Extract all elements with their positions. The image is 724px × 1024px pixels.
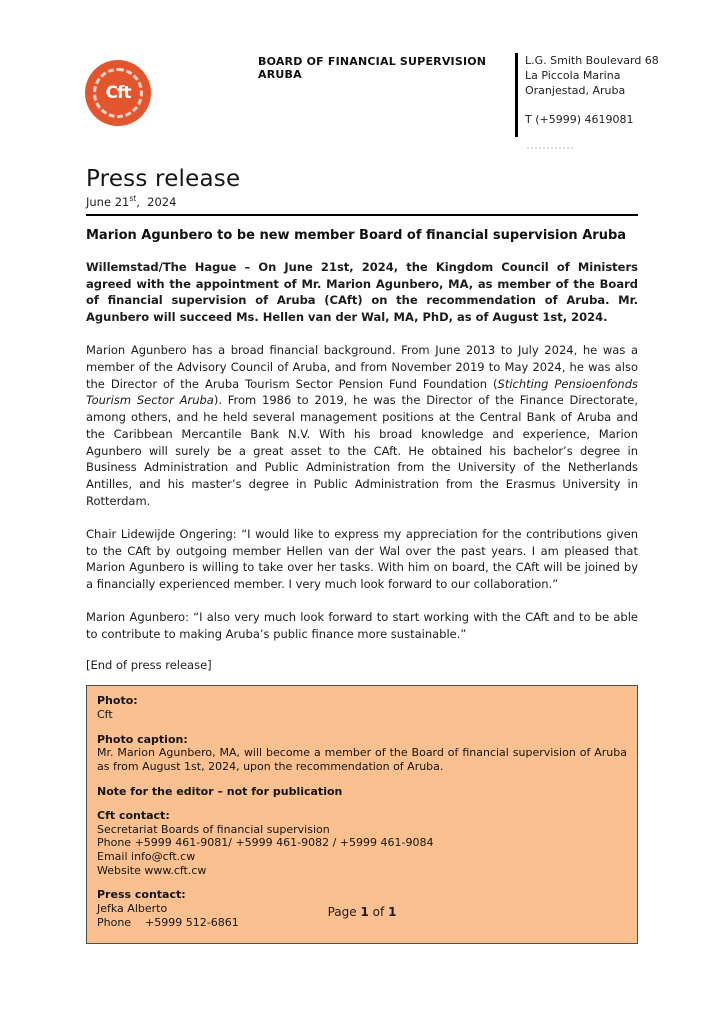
paragraph-quote-marion: Marion Agunbero: “I also very much look forward to start working with the CAft and to be able to contribute to making Aruba’s public finance more sustainable.” <box>86 609 638 641</box>
cft-logo-ring <box>93 68 143 118</box>
photo-caption-text: Mr. Marion Agunbero, MA, will become a member of the Board of financial supervision of Aruba as from August 1st, 2024, upon the recommendation of Aruba. <box>97 746 627 773</box>
press-contact-phone: Phone +5999 512-6861 <box>97 915 239 929</box>
footer-total-pages: 1 <box>388 905 397 919</box>
footer-page-indicator <box>0 905 724 919</box>
editor-note: Note for the editor – not for publication <box>97 784 343 798</box>
bio-italic-text: Stichting Pensioenfonds Tourism Sector Aruba <box>86 376 638 408</box>
press-contact-name: Jefka Alberto <box>97 901 168 915</box>
paragraph-quote-chair: Chair Lidewijde Ongering: “I would like to express my appreciation for the contributions given to the CAft by outgoing member Hellen van der Wal over the past years. I am pleased that Marion Agunbero is willing to take over her tasks. With him on board, the CAft will be joined by a financially experienced member. I very much look forward to our collaboration.” <box>86 526 638 592</box>
title-rule <box>86 214 638 216</box>
document-body <box>86 166 638 944</box>
bio-text: Marion Agunbero has a broad financial background. From June 2013 to July 2024, he was a member of the Advisory Council of Aruba, and from November 2019 to May 2024, he was also the Director of the Aruba Tourism Sector Pension Fund Foundation ( <box>86 342 638 391</box>
photo-value: Cft <box>97 708 113 722</box>
date-suffix: , 2024 <box>136 194 177 209</box>
cft-logo-icon <box>85 60 151 126</box>
date-line <box>86 194 638 209</box>
cft-contact-website-line: Website www.cft.cw <box>97 863 207 877</box>
cft-contact-phone-line: Phone +5999 461-9081/ +5999 461-9082 / +5999 461-9084 <box>97 836 434 850</box>
cft-logo-label: Cft <box>105 83 131 103</box>
bio-text: ). From 1986 to 2019, he was the Director of the Finance Directorate, among others, and he held several management positions at the Central Bank of Aruba and the Caribbean Mercantile Bank N.V. With his broad knowledge and experience, Marion Agunbero will surely be a great asset to the CAft. He obtained his bachelor’s degree in Business Administration and Public Administration from the University of the Netherlands Antilles, and his master’s degree in Public Administration from the Erasmus University in Rotterdam. <box>86 393 638 508</box>
letterhead <box>0 0 724 152</box>
photo-label: Photo: <box>97 694 138 708</box>
end-of-release-marker: [End of press release] <box>86 658 212 673</box>
cft-contact-line: Secretariat Boards of financial supervision <box>97 822 330 836</box>
address-block <box>525 53 715 127</box>
cft-contact-email-line: Email info@cft.cw <box>97 850 196 864</box>
paragraph-bio <box>86 342 638 510</box>
org-name: BOARD OF FINANCIAL SUPERVISION ARUBA <box>258 55 487 81</box>
header-divider <box>515 53 518 137</box>
faded-text-artifact <box>527 147 573 149</box>
phone-line: T (+5999) 4619081 <box>525 113 634 126</box>
footer-page-number: 1 <box>360 905 369 919</box>
paragraph-lead: Willemstad/The Hague – On June 21st, 2024, the Kingdom Council of Ministers agreed with the appointment of Mr. Marion Agunbero, MA, as member of the Board of financial supervision of Aruba (CAft) on the recommendation of Aruba. Mr. Agunbero will succeed Ms. Hellen van der Wal, MA, PhD, as of August 1st, 2024. <box>86 259 638 325</box>
address-line: Oranjestad, Aruba <box>525 84 626 97</box>
address-line: La Piccola Marina <box>525 69 621 82</box>
footer-page-word: Page <box>327 905 357 919</box>
footer-of-word: of <box>372 905 385 919</box>
date-superscript: st <box>129 194 137 203</box>
press-contact-label: Press contact: <box>97 888 186 902</box>
date-prefix: June 21 <box>86 194 130 209</box>
cft-contact-label: Cft contact: <box>97 809 170 823</box>
photo-caption-label: Photo caption: <box>97 732 188 746</box>
headline: Marion Agunbero to be new member Board of financial supervision Aruba <box>86 227 627 243</box>
address-line: L.G. Smith Boulevard 68 <box>525 54 659 67</box>
page-title: Press release <box>86 166 241 192</box>
